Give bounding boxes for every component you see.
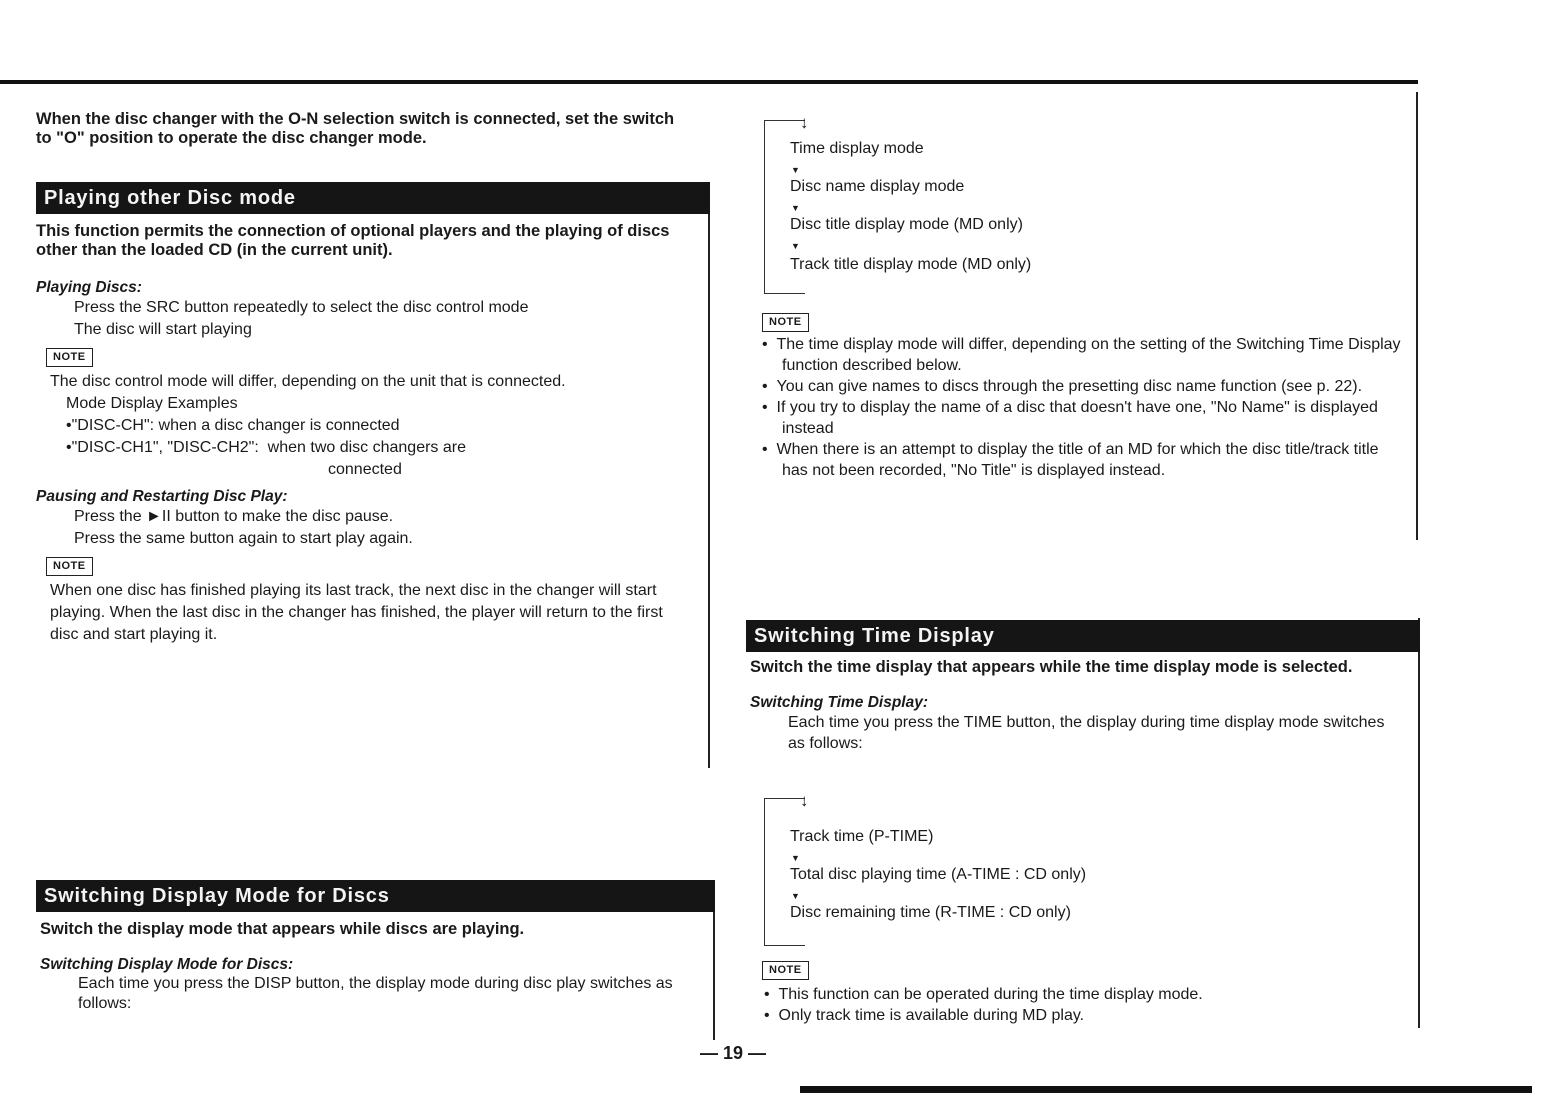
triangle-down-icon: ▼ xyxy=(791,203,800,213)
note-text: The disc control mode will differ, depending on the unit that is connected. xyxy=(50,373,566,390)
example-line: •"DISC-CH1", "DISC-CH2": when two disc changers are xyxy=(66,439,466,456)
top-rule xyxy=(0,80,1418,84)
note-text: When one disc has finished playing its last track, the next disc in the changer will start playing. When the last disc in the changer has finished, the player will return to the first disc and start playing it. xyxy=(50,582,663,643)
section-header-playing-other-disc: Playing other Disc mode xyxy=(36,182,710,214)
flow-item: Total disc playing time (A-TIME : CD only) xyxy=(790,866,1087,883)
note-label: NOTE xyxy=(46,348,93,367)
page-number: — 19 — xyxy=(700,1043,767,1063)
step-text: Press the SRC button repeatedly to select the disc control mode xyxy=(74,299,529,316)
note-bullet: • You can give names to discs through the presetting disc name function (see p. 22). xyxy=(762,378,1363,395)
subheading-switching-time-display: Switching Time Display: xyxy=(750,694,929,711)
flow-item: Track title display mode (MD only) xyxy=(790,256,1032,273)
section-lead: This function permits the connection of optional players and the playing of discs other than the loaded CD (in the current unit). xyxy=(36,222,670,259)
right-edge-line-lower xyxy=(1418,618,1420,1028)
note-bullet: • If you try to display the name of a disc that doesn't have one, "No Name" is displayed instead xyxy=(762,399,1378,437)
section-lead: Switch the display mode that appears while discs are playing. xyxy=(40,920,525,938)
subheading-switching-display-mode: Switching Display Mode for Discs: xyxy=(40,956,294,973)
flow-item: Disc title display mode (MD only) xyxy=(790,216,1023,233)
note-bullet: • Only track time is available during MD play. xyxy=(764,1007,1085,1024)
note-bullets xyxy=(764,984,1404,1026)
triangle-down-icon: ▼ xyxy=(791,853,800,863)
down-arrow-icon: ↓ xyxy=(800,113,809,132)
intro-text: When the disc changer with the O-N selection switch is connected, set the switch to "O" position to operate the disc changer mode. xyxy=(36,110,675,147)
note-bullet: • The time display mode will differ, depending on the setting of the Switching Time Display function described below. xyxy=(762,336,1401,374)
triangle-down-icon: ▼ xyxy=(791,241,800,251)
down-arrow-icon: ↓ xyxy=(800,791,809,810)
example-line: •"DISC-CH": when a disc changer is connected xyxy=(66,417,400,434)
flow-item: Disc name display mode xyxy=(790,178,965,195)
flow-item: Track time (P-TIME) xyxy=(790,828,934,845)
section-switching-display-mode xyxy=(40,920,700,1014)
section-header-switching-time-display: Switching Time Display xyxy=(746,620,1420,652)
note-label: NOTE xyxy=(762,313,809,332)
note-bullet: • This function can be operated during the time display mode. xyxy=(764,986,1203,1003)
triangle-down-icon: ▼ xyxy=(791,891,800,901)
step-text: Press the same button again to start play again. xyxy=(74,530,413,547)
step-text: The disc will start playing xyxy=(74,321,252,338)
triangle-down-icon: ▼ xyxy=(791,165,800,175)
example-line: connected xyxy=(328,461,402,478)
section-lead: Switch the time display that appears while the time display mode is selected. xyxy=(750,658,1353,676)
flow-item: Disc remaining time (R-TIME : CD only) xyxy=(790,904,1071,921)
note-bullets xyxy=(762,334,1402,481)
section-switching-time-display xyxy=(750,658,1400,754)
section-playing-other-disc xyxy=(36,222,676,646)
right-edge-line-upper xyxy=(1416,92,1418,540)
subheading-pausing: Pausing and Restarting Disc Play: xyxy=(36,488,288,505)
note-label: NOTE xyxy=(46,557,93,576)
intro-block xyxy=(36,110,686,148)
display-mode-flow xyxy=(764,113,1384,300)
step-text: Press the ►II button to make the disc pause. xyxy=(74,508,394,525)
column-divider-upper xyxy=(708,182,710,768)
flow-item: Time display mode xyxy=(790,140,924,157)
note-label: NOTE xyxy=(762,961,809,980)
subheading-playing-discs: Playing Discs: xyxy=(36,279,142,296)
body-text: Each time you press the TIME button, the display during time display mode switches as follows: xyxy=(788,714,1385,752)
body-text: Each time you press the DISP button, the display mode during disc play switches as follows: xyxy=(78,975,673,1012)
note-bullet: • When there is an attempt to display the title of an MD for which the disc title/track title has not been recorded, "No Title" is displayed instead. xyxy=(762,441,1379,479)
section-header-switching-display-mode: Switching Display Mode for Discs xyxy=(36,880,715,912)
examples-title: Mode Display Examples xyxy=(66,395,238,412)
time-display-flow xyxy=(764,791,1384,948)
bottom-rule xyxy=(800,1086,1532,1093)
